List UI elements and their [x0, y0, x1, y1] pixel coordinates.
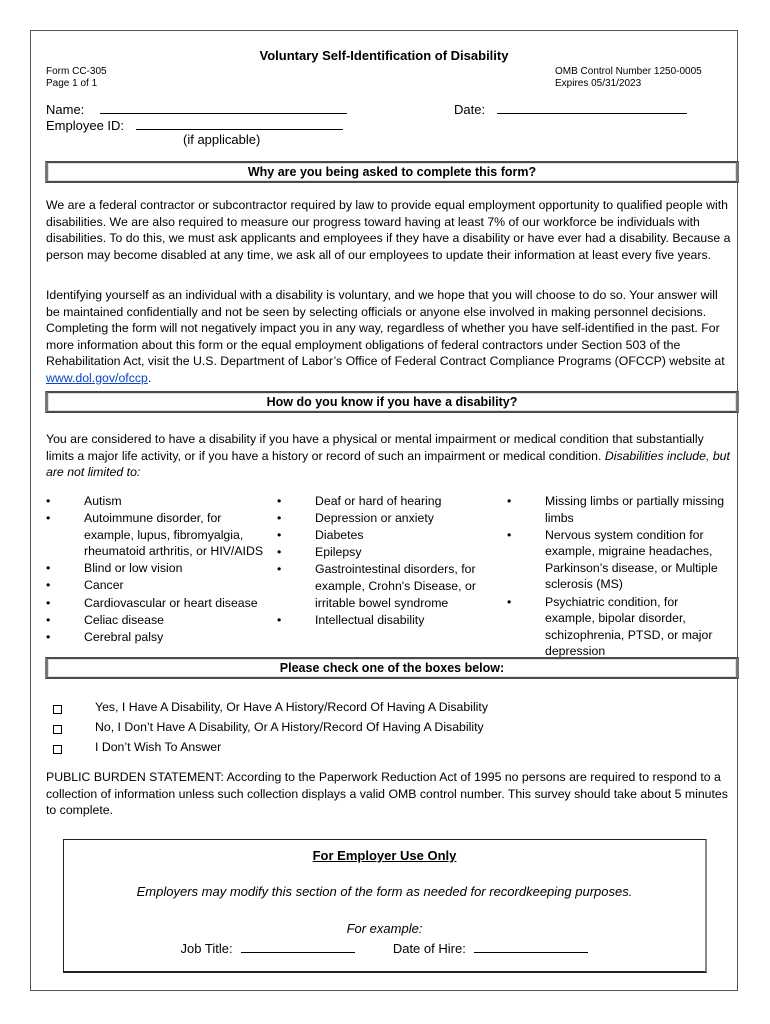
- choice-decline[interactable]: [53, 737, 488, 757]
- period: .: [147, 370, 152, 385]
- disability-list-item: [46, 595, 271, 612]
- omb-number: OMB Control Number 1250-0005: [555, 66, 702, 77]
- disability-list-item: [277, 527, 477, 544]
- disability-list-item-text: Diabetes: [315, 528, 364, 543]
- page-number: Page 1 of 1: [46, 78, 98, 89]
- bullet-icon: •: [507, 527, 512, 542]
- employer-use-box: [63, 839, 707, 973]
- disability-list-item-text: Deaf or hard of hearing: [315, 494, 442, 508]
- date-of-hire-input[interactable]: [474, 940, 588, 953]
- employee-id-note: (if applicable): [183, 132, 261, 147]
- form-page: [30, 30, 738, 991]
- why-paragraph-2-text: Identifying yourself as an individual with a disability is voluntary, and we hope that you will choose to do so. Your answer will be maintained confidentially and not be seen by selecting officials or anyone else involved in making personnel decisions. Completing the form will not negatively impact you in any way, regardless of whether you have self-identified in the past. For more information about this form or the equal employment obligations of federal contractors under Section 503 of the Rehabilitation Act, visit the U.S. Department of Labor’s Office of Federal Contract Compliance Programs (OFCCP) website at: [46, 288, 725, 368]
- disability-list-item-text: Intellectual disability: [315, 612, 425, 627]
- name-field-row: [46, 101, 347, 117]
- how-intro-text: You are considered to have a disability if you have a physical or mental impairment or medical condition that substantially limits a major life activity, or if you have a history or record of such an impairment or medical condition.: [46, 432, 704, 463]
- form-title: Voluntary Self-Identification of Disability: [259, 48, 509, 63]
- employee-id-input[interactable]: [136, 117, 343, 130]
- employer-example-label: For example:: [346, 921, 423, 936]
- job-title-label: Job Title:: [180, 941, 233, 956]
- date-of-hire-label: Date of Hire:: [392, 941, 466, 956]
- choice-yes[interactable]: [53, 697, 488, 717]
- bullet-icon: •: [507, 594, 512, 609]
- employee-id-label: Employee ID:: [46, 118, 125, 133]
- date-input[interactable]: [497, 101, 687, 114]
- why-paragraph-1: We are a federal contractor or subcontractor required by law to provide equal employment opportunity to qualified people with disabilities. We are also required to measure our progress toward having at least 7% of our workforce be individuals with disabilities. To do this, we must ask applicants and employees if they have a disability or have ever had a disability. Because a person may become disabled at any time, we ask all of our employees to update their information at least every five years.: [46, 198, 731, 262]
- disability-list-item-text: Nervous system condition for example, migraine headaches, Parkinson’s disease, or Multiple sclerosis (MS): [545, 527, 718, 592]
- disability-list-item: [507, 493, 727, 526]
- bullet-icon: •: [46, 612, 51, 627]
- public-burden-statement: PUBLIC BURDEN STATEMENT: According to the Paperwork Reduction Act of 1995 no persons are required to respond to a collection of information unless such collection displays a valid OMB control number. This survey should take about 5 minutes to complete.: [46, 770, 728, 817]
- employer-note: Employers may modify this section of the form as needed for recordkeeping purposes.: [136, 884, 633, 899]
- disability-list-column-3: [507, 493, 727, 660]
- disability-choices: [53, 697, 488, 757]
- section-heading-how: How do you know if you have a disability?: [45, 391, 739, 413]
- bullet-icon: •: [46, 511, 51, 526]
- section-heading-check: Please check one of the boxes below:: [45, 657, 739, 679]
- disability-list-item: [507, 594, 727, 660]
- bullet-icon: •: [277, 562, 282, 577]
- disability-list-item: [277, 510, 477, 527]
- ofccp-link[interactable]: www.dol.gov/ofccp: [46, 370, 148, 385]
- employer-use-title: For Employer Use Only: [312, 848, 457, 863]
- expiration-date: Expires 05/31/2023: [555, 78, 642, 89]
- date-field-row: [454, 101, 687, 117]
- choice-decline-label: I Don’t Wish To Answer: [95, 740, 222, 754]
- how-intro: [46, 431, 731, 481]
- checkbox-yes[interactable]: [53, 705, 62, 714]
- disability-list-item: [277, 493, 477, 510]
- form-meta-right: [555, 66, 702, 90]
- bullet-icon: •: [277, 528, 282, 543]
- bullet-icon: •: [277, 511, 282, 526]
- checkbox-decline[interactable]: [53, 745, 62, 754]
- disability-list-item-text: Psychiatric condition, for example, bipolar disorder, schizophrenia, PTSD, or major depression: [545, 594, 713, 659]
- form-meta-left: [46, 66, 107, 90]
- employer-fields: [64, 940, 705, 956]
- disability-list-item: [277, 612, 477, 629]
- disability-list-item-text: Cardiovascular or heart disease: [84, 595, 258, 610]
- disability-list-item: [46, 510, 271, 560]
- name-label: Name:: [46, 102, 85, 117]
- disability-list-item: [46, 560, 271, 577]
- disability-list-column-1: [46, 493, 271, 646]
- choice-yes-label: Yes, I Have A Disability, Or Have A History/Record Of Having A Disability: [95, 700, 488, 714]
- form-number: Form CC-305: [46, 66, 107, 77]
- disability-list-item-text: Missing limbs or partially missing limbs: [545, 494, 725, 525]
- bullet-icon: •: [46, 561, 51, 576]
- disability-list-item: [277, 544, 477, 561]
- disability-list-item-text: Epilepsy: [315, 545, 362, 560]
- bullet-icon: •: [277, 612, 282, 627]
- bullet-icon: •: [46, 595, 51, 610]
- disability-list-item: [277, 561, 477, 611]
- bullet-icon: •: [277, 545, 282, 560]
- disability-list-item-text: Depression or anxiety: [315, 511, 434, 526]
- disability-list-item-text: Autism: [84, 494, 122, 508]
- bullet-icon: •: [46, 494, 51, 508]
- disability-list-item-text: Cerebral palsy: [84, 629, 164, 644]
- disability-list-item: [507, 527, 727, 593]
- disability-list-item: [46, 612, 271, 629]
- disability-list-item: [46, 577, 271, 594]
- bullet-icon: •: [277, 494, 282, 508]
- employee-id-field-row: [46, 117, 343, 133]
- disability-list-item-text: Celiac disease: [84, 612, 164, 627]
- disability-list-item: [46, 629, 271, 646]
- choice-no[interactable]: [53, 717, 488, 737]
- bullet-icon: •: [46, 578, 51, 593]
- disability-list-item-text: Autoimmune disorder, for example, lupus, fibromyalgia, rheumatoid arthritis, or HIV/AIDS: [84, 511, 264, 559]
- job-title-input[interactable]: [241, 940, 355, 953]
- disability-list-item-text: Blind or low vision: [84, 561, 183, 576]
- bullet-icon: •: [46, 629, 51, 644]
- disability-list-column-2: [277, 493, 477, 629]
- how-intro-italic: Disabilities include, but are not limited to:: [46, 448, 730, 479]
- disability-list-item: [46, 493, 271, 510]
- name-input[interactable]: [100, 101, 347, 114]
- bullet-icon: •: [507, 494, 512, 508]
- choice-no-label: No, I Don’t Have A Disability, Or A History/Record Of Having A Disability: [95, 720, 484, 734]
- checkbox-no[interactable]: [53, 725, 62, 734]
- date-label: Date:: [454, 102, 486, 117]
- disability-list-item-text: Cancer: [84, 578, 124, 593]
- why-paragraph-2: [46, 287, 731, 386]
- disability-list-item-text: Gastrointestinal disorders, for example, Crohn's Disease, or irritable bowel syndrome: [315, 562, 476, 610]
- section-heading-why: Why are you being asked to complete this form?: [45, 161, 739, 183]
